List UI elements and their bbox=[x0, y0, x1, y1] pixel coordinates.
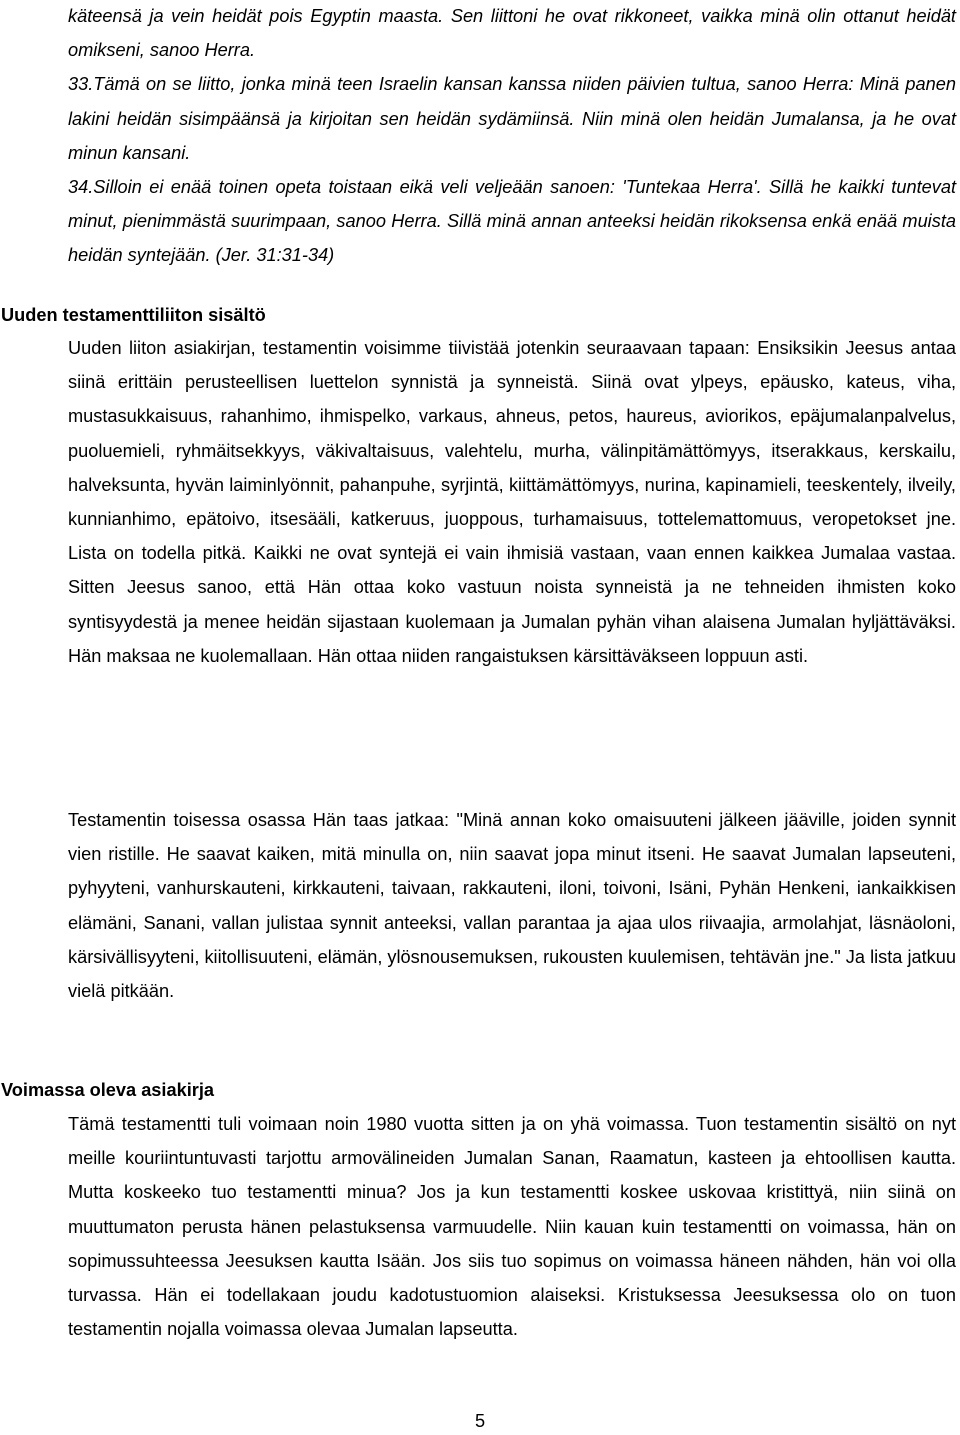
section-heading: Uuden testamenttiliiton sisältö bbox=[1, 305, 266, 325]
quote-verse-34: 34.Silloin ei enää toinen opeta toistaan eikä veli veljeään sanoen: 'Tuntekaa Herra'. Sillä he kaikki tuntevat minut, pienimmästä suurimpaan, sanoo Herra. Sillä minä annan anteeksi heidän rikoksensa enkä enää muista heidän syntejään. (Jer. 31:31-34) bbox=[68, 177, 956, 266]
paragraph: Tämä testamentti tuli voimaan noin 1980 vuotta sitten ja on yhä voimassa. Tuon testamentin sisältö on nyt meille kouriintuntuvasti tarjottu armovälineiden Jumalan Sanan, Raamatun, kasteen ja ehtoollisen kautta. Mutta koskeeko tuo testamentti minua? Jos ja kun testamentti koskee uskovaa kristittyä, niin siinä on muuttumaton perusta hänen pelastuksensa varmuudelle. Niin kauan kuin testamentti on voimassa, hän on sopimussuhteessa Jeesuksen kautta Isään. Jos siis tuo sopimus on voimassa häneen nähden, hän voi olla turvassa. Hän ei todellakaan joudu kadotustuomion alaiseksi. Kristuksessa Jeesuksessa olo on tuon testamentin nojalla voimassa olevaa Jumalan lapseutta. bbox=[68, 1114, 956, 1340]
scripture-quote bbox=[68, 0, 956, 273]
section-heading: Voimassa oleva asiakirja bbox=[1, 1080, 215, 1100]
paragraph: Testamentin toisessa osassa Hän taas jatkaa: "Minä annan koko omaisuuteni jälkeen jääville, joiden synnit vien ristille. He saavat kaiken, mitä minulla on, niin saavat jopa minut itseni. He saavat Jumalan lapseuteni, pyhyyteni, vanhurskauteni, kirkkauteni, taivaan, rakkauteni, iloni, toivoni, Isäni, Pyhän Henkeni, iankaikkisen elämäni, Sanani, vallan julistaa synnit anteeksi, vallan parantaa ja ajaa ulos riivaajia, armolahjat, läsnäoloni, kärsivällisyyteni, kiitollisuuteni, elämän, ylösnousemuksen, rukousten kuulemisen, tehtävän jne." Ja lista jatkuu vielä pitkään. bbox=[68, 810, 956, 1002]
quote-verse-33: 33.Tämä on se liitto, jonka minä teen Israelin kansan kanssa niiden päivien tultua, sanoo Herra: Minä panen lakini heidän sisimpäänsä ja kirjoitan sen heidän sydämiinsä. Niin minä olen heidän Jumalansa, ja he ovat minun kansani. bbox=[68, 74, 956, 163]
section-body bbox=[68, 331, 956, 673]
quote-continuation: käteensä ja vein heidät pois Egyptin maasta. Sen liittoni he ovat rikkoneet, vaikka minä olin ottanut heidät omikseni, sanoo Herra. bbox=[68, 6, 956, 61]
paragraph: Uuden liiton asiakirjan, testamentin voisimme tiivistää jotenkin seuraavaan tapaan: Ensiksikin Jeesus antaa siinä erittäin perusteellisen luettelon synnistä ja synneistä. Siinä ovat ylpeys, epäusko, kateus, viha, mustasukkaisuus, rahanhimo, ihmispelko, varkaus, ahneus, petos, haureus, aviorikos, epäjumalanpalvelus, puoluemieli, ryhmäitsekkyys, väkivaltaisuus, valehtelu, murha, välinpitämättömyys, itserakkaus, kerskailu, halveksunta, hyvän laiminlyönnit, pahanpuhe, syrjintä, kiittämättömyys, nurina, kapinamieli, teeskentely, ilveily, kunnianhimo, epätoivo, itsesääli, katkeruus, juoppous, turhamaisuus, tottelemattomuus, veropetokset jne. Lista on todella pitkä. Kaikki ne ovat syntejä ei vain ihmisiä vastaan, vaan ennen kaikkea Jumalaa vastaa. Sitten Jeesus sanoo, että Hän ottaa koko vastuun noista synneistä ja ne tehneiden ihmisten koko syntisyydestä ja menee heidän sijastaan kuolemaan ja Jumalan pyhän vihan alaisena Jumalan hyljättäväksi. Hän maksaa ne kuolemallaan. Hän ottaa niiden rangaistuksen kärsittäväkseen loppuun asti. bbox=[68, 338, 956, 666]
section-body bbox=[68, 803, 956, 1008]
section-body bbox=[68, 1107, 956, 1346]
page-number: 5 bbox=[474, 1411, 486, 1431]
